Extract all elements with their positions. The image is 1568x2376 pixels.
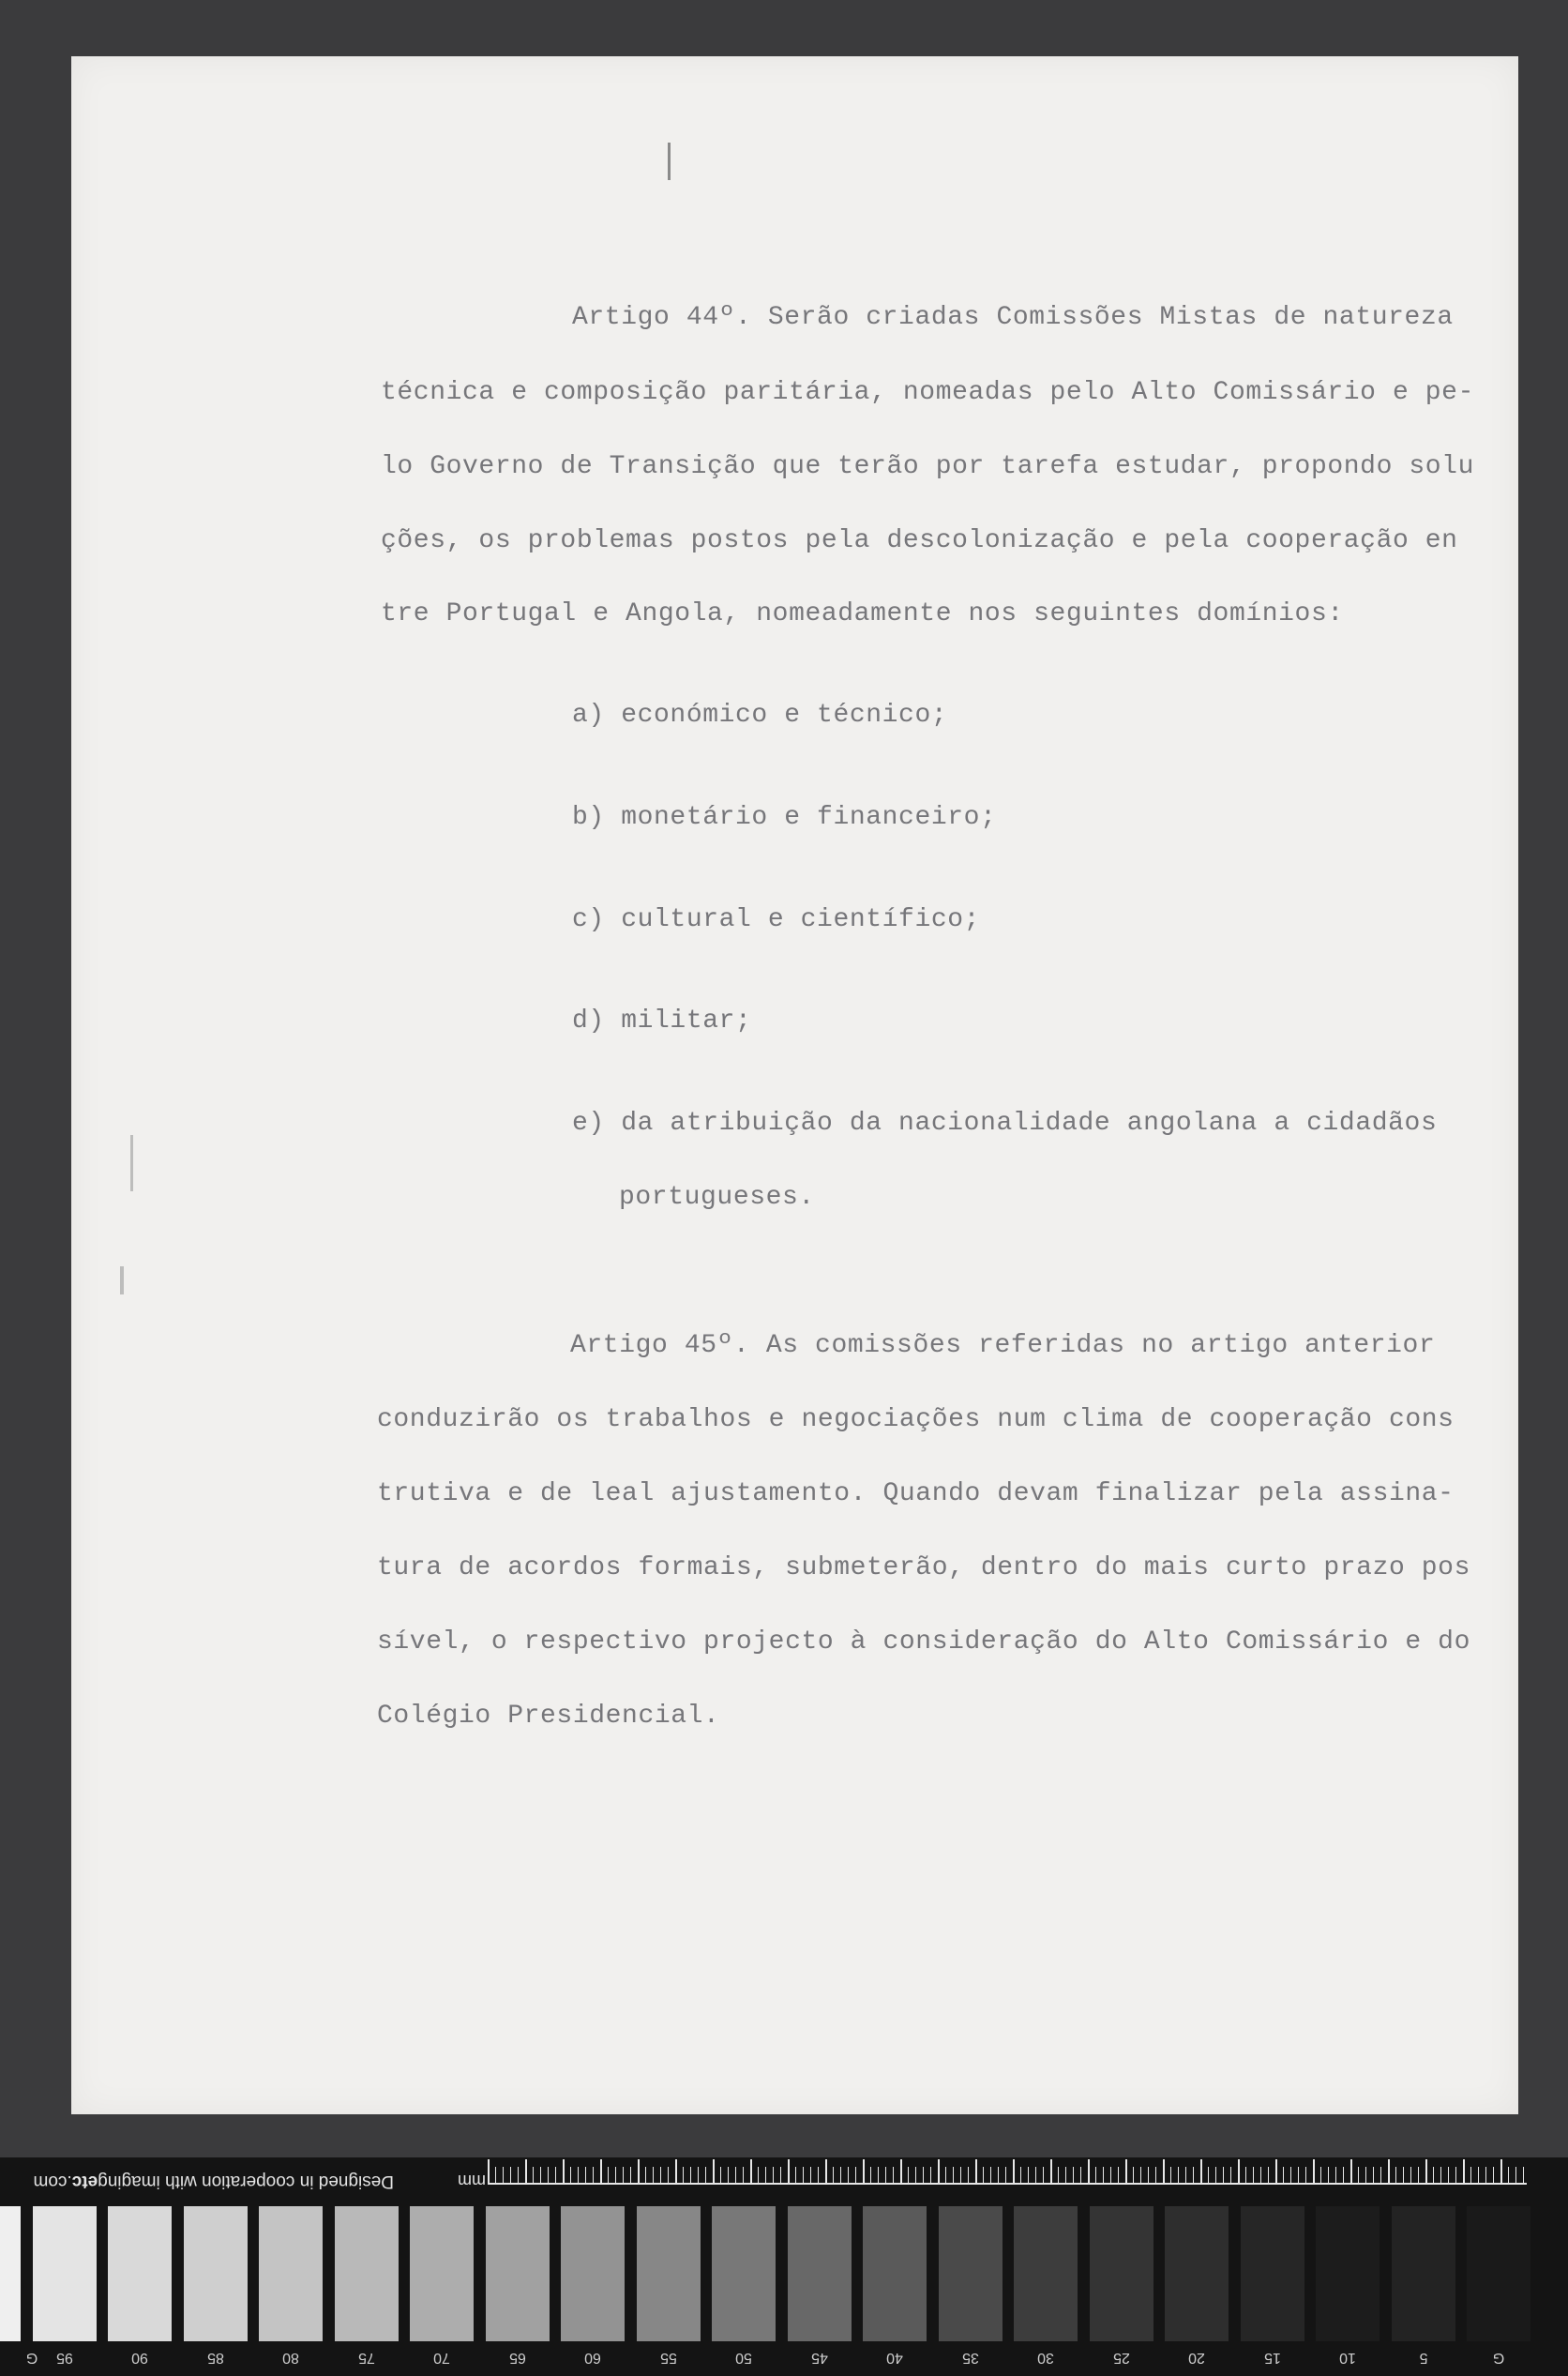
- gray-patch-label: 90: [131, 2350, 148, 2366]
- gray-patch: [486, 2206, 550, 2341]
- gray-patch: [1467, 2206, 1530, 2341]
- gray-patch: [1014, 2206, 1078, 2341]
- gray-patch: [1316, 2206, 1380, 2341]
- gray-patch: [335, 2206, 399, 2341]
- gray-patch-label: 70: [433, 2350, 450, 2366]
- gray-patch-label: 55: [659, 2350, 677, 2366]
- ruler-baseline: [488, 2183, 1527, 2185]
- article-45-line-4: tura de acordos formais, submeterão, dentro do mais curto prazo pos: [377, 1553, 1470, 1582]
- list-item-d: d) militar;: [572, 1006, 752, 1036]
- gray-patch-label: 85: [206, 2350, 224, 2366]
- article-45-line-5: sível, o respectivo projecto à consideração do Alto Comissário e do: [377, 1627, 1470, 1657]
- gray-patch-label: 20: [1188, 2350, 1205, 2366]
- gray-patch-label: G: [1492, 2350, 1505, 2366]
- gray-patch-label: 35: [961, 2350, 979, 2366]
- gray-patch-label: 25: [1112, 2350, 1130, 2366]
- ink-mark: [130, 1135, 133, 1191]
- ruler-unit-label: mm: [458, 2172, 486, 2190]
- gray-patch: [1241, 2206, 1304, 2341]
- gray-patch-label: 45: [810, 2350, 828, 2366]
- list-item-e-continuation: portugueses.: [619, 1183, 815, 1212]
- gray-patch-label: 95: [55, 2350, 73, 2366]
- gray-patch-label: 15: [1263, 2350, 1281, 2366]
- gray-patch-label: 60: [584, 2350, 601, 2366]
- ink-mark: [120, 1266, 124, 1294]
- gray-patch: [863, 2206, 927, 2341]
- gray-patch: [108, 2206, 172, 2341]
- gray-patch: [1392, 2206, 1455, 2341]
- gray-patch-label: 5: [1419, 2350, 1427, 2366]
- gray-patch: [410, 2206, 474, 2341]
- gray-patch: [184, 2206, 248, 2341]
- list-item-e: e) da atribuição da nacionalidade angolana a cidadãos: [572, 1109, 1438, 1138]
- article-45-line-1: Artigo 45º. As comissões referidas no artigo anterior: [570, 1331, 1436, 1360]
- gray-patch: [259, 2206, 323, 2341]
- gray-patch: [637, 2206, 701, 2341]
- gray-patch: [561, 2206, 625, 2341]
- article-44-line-5: tre Portugal e Angola, nomeadamente nos seguintes domínios:: [381, 599, 1344, 628]
- article-44-line-4: ções, os problemas postos pela descolonização e pela cooperação en: [381, 526, 1458, 555]
- article-45-line-6: Colégio Presidencial.: [377, 1702, 720, 1731]
- gray-patch-label: 80: [282, 2350, 299, 2366]
- gray-patch: [1165, 2206, 1229, 2341]
- list-item-b: b) monetário e financeiro;: [572, 803, 997, 832]
- mm-ruler: [488, 2159, 1527, 2184]
- article-45-line-3: trutiva e de leal ajustamento. Quando devam finalizar pela assina-: [377, 1479, 1455, 1508]
- gray-patch: [712, 2206, 776, 2341]
- article-45-line-2: conduzirão os trabalhos e negociações num clima de cooperação cons: [377, 1405, 1455, 1434]
- gray-patch-label: [0, 2345, 8, 2369]
- gray-patch: [33, 2206, 97, 2341]
- gray-patch-label: 30: [1037, 2350, 1054, 2366]
- gray-patch: [939, 2206, 1003, 2341]
- imaging-credit: Designed in cooperation with imagingetc.com: [33, 2172, 394, 2191]
- gray-patch-label: 40: [886, 2350, 903, 2366]
- gray-patch-label: 75: [357, 2350, 375, 2366]
- list-item-a: a) económico e técnico;: [572, 701, 948, 730]
- document-page: [71, 56, 1518, 2114]
- gray-patch-label: G: [25, 2350, 38, 2366]
- gray-patch-label: 65: [508, 2350, 526, 2366]
- article-44-line-1: Artigo 44º. Serão criadas Comissões Mistas de natureza: [572, 303, 1454, 332]
- gray-patch: [1090, 2206, 1153, 2341]
- article-44-line-2: técnica e composição paritária, nomeadas pelo Alto Comissário e pe-: [381, 378, 1474, 407]
- ink-mark: [668, 143, 671, 180]
- gray-patch: [0, 2206, 21, 2341]
- gray-patch-label: 50: [735, 2350, 752, 2366]
- list-item-c: c) cultural e científico;: [572, 905, 981, 934]
- gray-patch: [788, 2206, 852, 2341]
- gray-patch-label: 10: [1339, 2350, 1356, 2366]
- article-44-line-3: lo Governo de Transição que terão por tarefa estudar, propondo solu: [381, 452, 1474, 481]
